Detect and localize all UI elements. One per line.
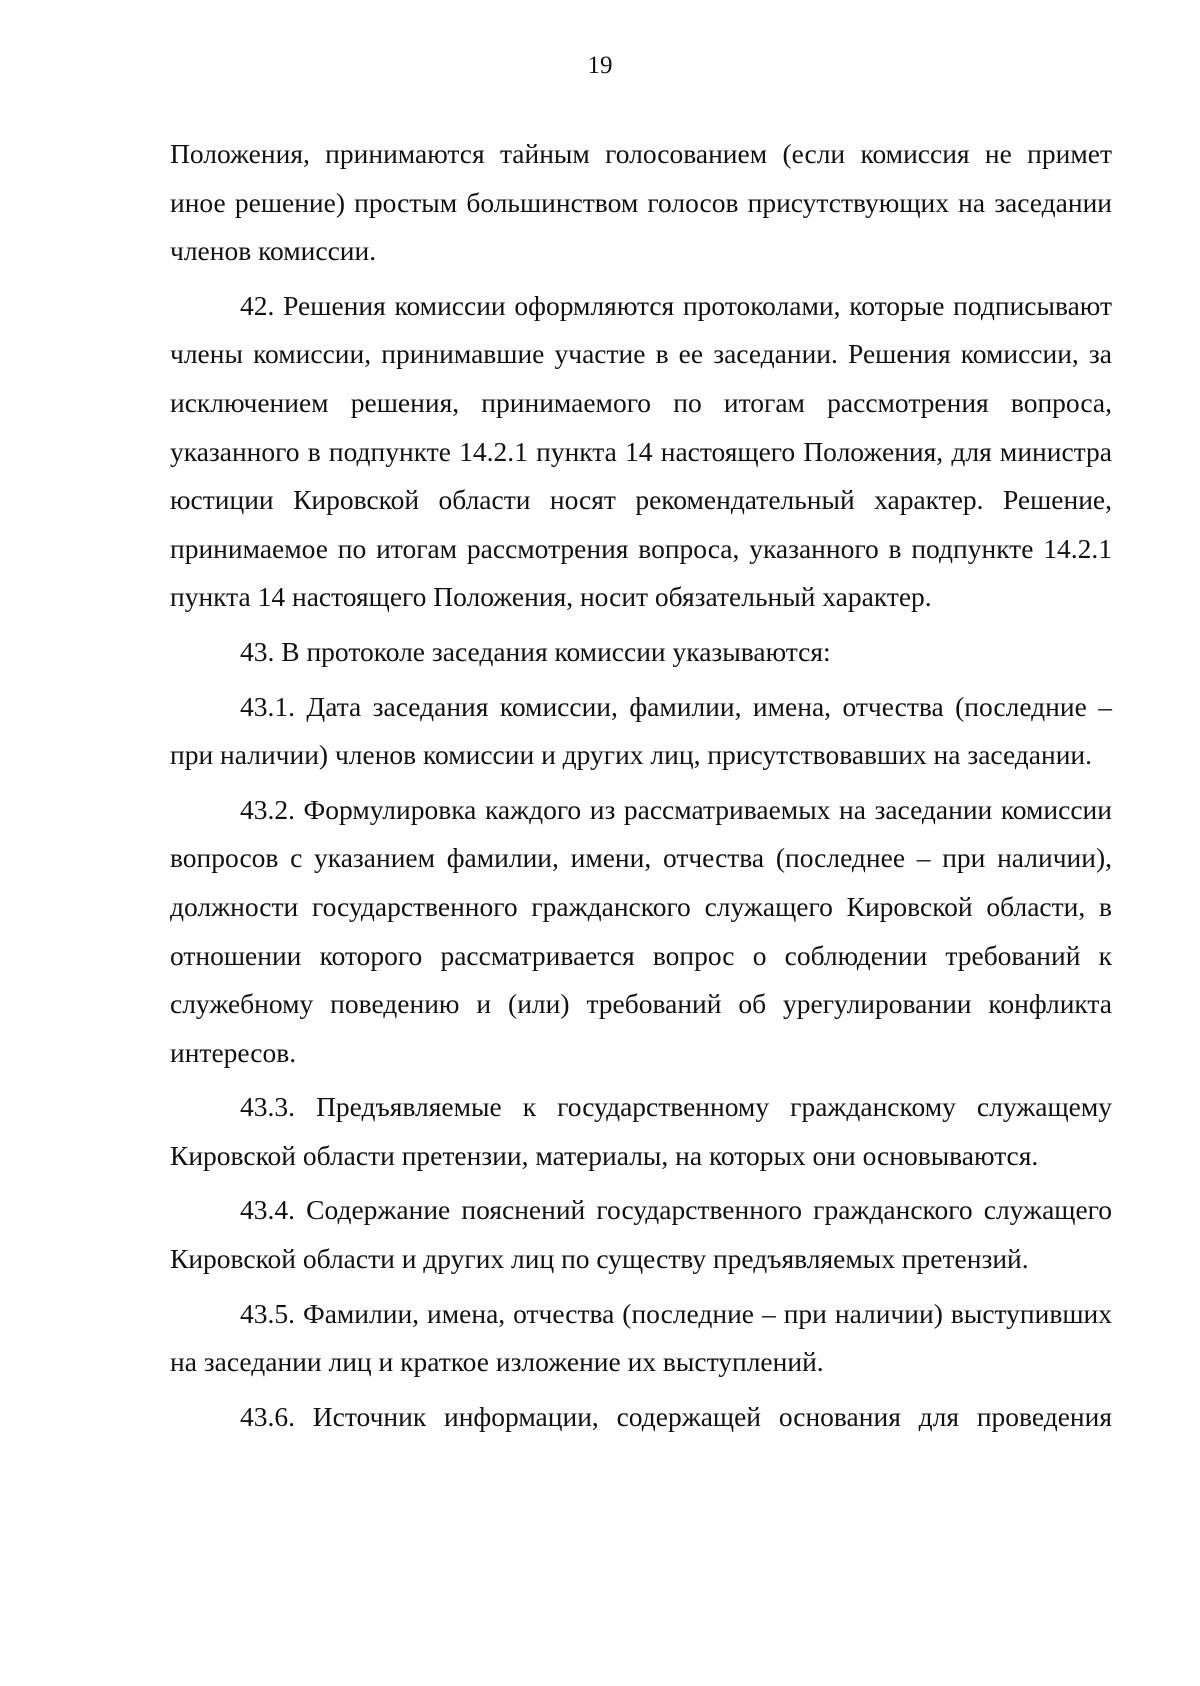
paragraph-42: 42. Решения комиссии оформляются протоколами, которые подписывают члены комиссии, принимавшие участие в ее заседании. Решения комиссии, за исключением решения, принимаемого по итогам рассмотрения вопроса, указанного в подпункте 14.2.1 пункта 14 настоящего Положения, для министра юстиции Кировской области носят рекомендательный характер. Решение, принимаемое по итогам рассмотрения вопроса, указанного в подпункте 14.2.1 пункта 14 настоящего Положения, носит обязательный характер.: [170, 289, 1112, 613]
paragraph-continuation: Положения, принимаются тайным голосованием (если комиссия не примет иное решение) простым большинством голосов присутствующих на заседании членов комиссии.: [170, 138, 1112, 267]
paragraph-43-6: 43.6. Источник информации, содержащей основания для проведения: [240, 1400, 1112, 1432]
paragraph-43-3: 43.3. Предъявляемые к государственному гражданскому служащему Кировской области претензии, материалы, на которых они основываются.: [170, 1091, 1112, 1171]
paragraph-43-5: 43.5. Фамилии, имена, отчества (последние – при наличии) выступивших на заседании лиц и краткое изложение их выступлений.: [170, 1297, 1112, 1378]
paragraph-43: 43. В протоколе заседания комиссии указываются:: [240, 635, 831, 667]
paragraph-43-1: 43.1. Дата заседания комиссии, фамилии, имена, отчества (последние – при наличии) членов комиссии и других лиц, присутствовавших на заседании.: [170, 690, 1112, 771]
page-number: 19: [587, 52, 613, 79]
paragraph-43-4: 43.4. Содержание пояснений государственного гражданского служащего Кировской области и других лиц по существу предъявляемых претензий.: [170, 1194, 1112, 1275]
document-body: [170, 130, 1112, 1447]
paragraph-43-2: 43.2. Формулировка каждого из рассматриваемых на заседании комиссии вопросов с указанием фамилии, имени, отчества (последнее – при наличии), должности государственного гражданского служащего Кировской области, в отношении которого рассматривается вопрос о соблюдении требований к служебному поведению и (или) требований об урегулировании конфликта интересов.: [170, 793, 1112, 1068]
